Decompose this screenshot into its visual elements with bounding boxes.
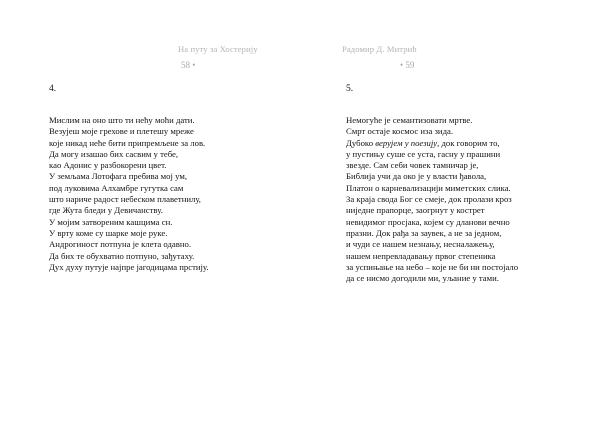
poem-line-text: Платон о карневализацији миметских слика. bbox=[346, 182, 511, 193]
poem-line bbox=[346, 171, 518, 182]
poem-line bbox=[49, 262, 209, 273]
poem-line-text: као Адонис у разбокорени цвет. bbox=[49, 160, 167, 171]
poem-line-text: у пустињу суше се уста, гасну у прашини bbox=[346, 148, 501, 159]
poem-line-text: У земљама Лотофага пребива мој ум, bbox=[49, 171, 188, 182]
poem-line-text: да се нисмо догодили ми, уљание у тами. bbox=[346, 273, 499, 284]
poem-line-text: За краја свода Бог се смеје, док пролази кроз bbox=[346, 194, 512, 205]
poem-line-text: звезде. Сам себи човек тамничар је, bbox=[346, 160, 479, 171]
poem-line bbox=[49, 171, 209, 182]
poem-line bbox=[346, 251, 518, 262]
poem-line bbox=[49, 205, 209, 216]
poem-line bbox=[49, 160, 209, 171]
poem-line-text: под луковима Алхамбре гугутка сам bbox=[49, 182, 184, 193]
poem-line bbox=[346, 194, 518, 205]
poem-line bbox=[346, 228, 518, 239]
poem-line-text: Да бих те обухватио потпуно, зађутаху. bbox=[49, 250, 195, 261]
right-page bbox=[300, 0, 600, 443]
poem-line bbox=[49, 126, 209, 137]
poem-line bbox=[346, 262, 518, 273]
poem-line bbox=[49, 115, 209, 126]
poem-line-text: невидимог просјака, којем су дланови вечно bbox=[346, 216, 510, 227]
poem-line bbox=[49, 183, 209, 194]
poem-line bbox=[346, 183, 518, 194]
poem-line-text: Да могу изашао бих сасвим у тебе, bbox=[49, 148, 179, 159]
poem-line-text: што нариче радост небеском плаветнилу, bbox=[49, 194, 201, 205]
poem-line-text: , док говорим то, bbox=[437, 137, 500, 148]
poem-line bbox=[346, 115, 518, 126]
poem-line bbox=[346, 126, 518, 137]
left-page-number: 58 • bbox=[181, 60, 196, 70]
poem-line-text: нашем непревладавању првог степеника bbox=[346, 250, 496, 261]
right-poem-number: 5. bbox=[346, 84, 354, 94]
poem-line bbox=[346, 217, 518, 228]
poem-line bbox=[49, 251, 209, 262]
poem-line-text: где Жута бледи у Девичанству. bbox=[49, 205, 163, 216]
poem-line-text: Дух духу путује најпре јагодицама прстију. bbox=[49, 261, 209, 272]
poem-line-text: празни. Док рађа за заувек, а не за једном, bbox=[346, 227, 502, 238]
poem-line-text: Мислим на оно што ти нећу моћи дати. bbox=[49, 115, 195, 125]
poem-line-text: које никад неће бити припремљене за лов. bbox=[49, 137, 206, 148]
poem-line-text: ниједне прапорце, заогрнут у кострет bbox=[346, 205, 485, 216]
poem-line bbox=[346, 149, 518, 160]
poem-line-text: за успињање на небо – које не би ни постојало bbox=[346, 261, 519, 272]
poem-line-text: Библија учи да око је у власти ђавола, bbox=[346, 171, 487, 182]
poem-line-text: У мојим затвореним кашцима сн. bbox=[49, 216, 173, 227]
poem-line-text: и чуди се нашем незнању, несналажењу, bbox=[346, 239, 495, 250]
poem-line-text: Андрогиност потпуна је клета одавно. bbox=[49, 239, 192, 250]
poem-line bbox=[49, 228, 209, 239]
right-page-number: • 59 bbox=[400, 60, 415, 70]
left-poem bbox=[49, 115, 209, 273]
poem-line bbox=[346, 160, 518, 171]
poem-line bbox=[49, 138, 209, 149]
poem-line bbox=[346, 205, 518, 216]
right-poem bbox=[346, 115, 518, 284]
right-running-head: Радомир Д. Митрић bbox=[342, 44, 417, 54]
poem-line-text: Везујеш моје грехове и плетешу мреже bbox=[49, 126, 194, 137]
poem-line bbox=[49, 194, 209, 205]
poem-line bbox=[346, 239, 518, 250]
poem-line-text: Смрт остаје космос иза зида. bbox=[346, 126, 454, 137]
left-poem-number: 4. bbox=[49, 84, 57, 94]
poem-line bbox=[346, 273, 518, 284]
poem-line bbox=[346, 138, 518, 149]
poem-line bbox=[49, 149, 209, 160]
poem-line-text: У врту коме су шарке моје руке. bbox=[49, 227, 168, 238]
poem-line-italic: верујем у поезију bbox=[375, 137, 438, 148]
poem-line-text: Немогуће је семантизовати мртве. bbox=[346, 115, 473, 125]
poem-line-text: Дубоко bbox=[346, 137, 376, 148]
poem-line bbox=[49, 239, 209, 250]
poem-line bbox=[49, 217, 209, 228]
left-running-head: На путу за Хостерију bbox=[178, 44, 258, 54]
